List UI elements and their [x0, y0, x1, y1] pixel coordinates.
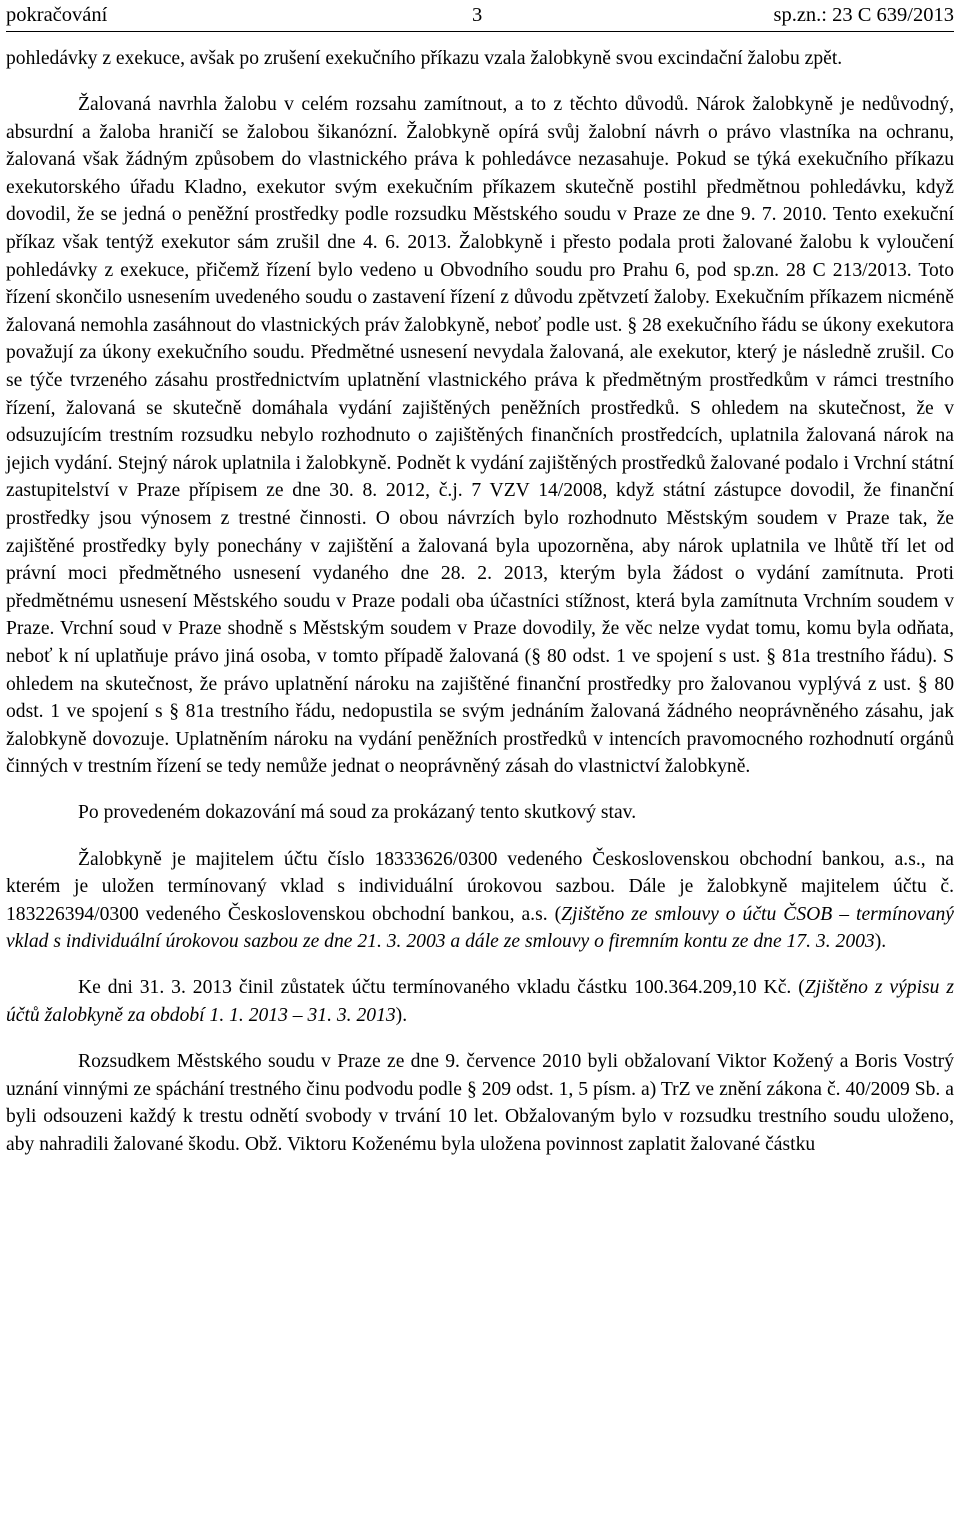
balance-text-end: ). [395, 1005, 408, 1026]
header-case-number: sp.zn.: 23 C 639/2013 [773, 4, 954, 26]
header-divider [6, 31, 954, 32]
spacer [6, 1030, 954, 1049]
balance-evidence-citation: Zjištěno z výpisu z účtů žalobkyně za období 1. 1. 2013 – 31. 3. 2013 [6, 977, 954, 1026]
spacer [6, 73, 954, 92]
spacer [6, 781, 954, 800]
header-page-number: 3 [472, 4, 483, 26]
page-header [6, 2, 954, 32]
paragraph-account-ownership [6, 846, 954, 956]
account-evidence-citation: Zjištěno ze smlouvy o účtu ČSOB – termínovaný vklad s individuální úrokovou sazbou ze dne 21. 3. 2003 a dále ze smlouvy o firemním kontu ze dne 17. 3. 2003 [6, 903, 954, 953]
balance-text: Ke dni 31. 3. 2013 činil zůstatek účtu termínovaného vkladu částku 100.364.209,10 Kč. ( [78, 977, 805, 999]
account-text-end: ). [874, 931, 887, 953]
document-page [6, 0, 954, 1158]
paragraph-account-balance [6, 974, 954, 1029]
spacer [6, 827, 954, 846]
account-text: Žalobkyně je majitelem účtu číslo 18333626/0300 vedeného Československou obchodní bankou, a.s., na kterém je uložen termínovaný vklad s individuální úrokovou sazbou. Dále je žalobkyně majitelem účtu č. 183226394/0300 vedeného Československou obchodní bankou, a.s. ( [6, 848, 954, 925]
spacer [6, 956, 954, 975]
paragraph-continuation: pohledávky z exekuce, avšak po zrušení exekučního příkazu vzala žalobkyně svou excindační žalobu zpět. [6, 48, 843, 69]
paragraph-defendant-argument: Žalovaná navrhla žalobu v celém rozsahu zamítnout, a to z těchto důvodů. Nárok žalobkyně je nedůvodný, absurdní a žaloba hraničí se žalobou šikanózní. Žalobkyně opírá svůj žalobní návrh o právo vlastníka na ochranu, žalovaná však žádným způsobem do vlastnického práva k pohledávce nezasahuje. Pokud se týká exekučního příkazu exekutorského úřadu Kladno, exekutor svým exekučním příkazem skutečně postihl předmětnou pohledávku, když dovodil, že se jedná o peněžní prostředky podle rozsudku Městského soudu v Praze ze dne 9. 7. 2010. Tento exekuční příkaz však tentýž exekutor sám zrušil dne 4. 6. 2013. Žalobkyně i přesto podala proti žalované žalobu k vyloučení pohledávky z exekuce, přičemž řízení bylo vedeno u Obvodního soudu pro Prahu 6, pod sp.zn. 28 C 213/2013. Toto řízení skončilo usnesením uvedeného soudu o zastavení řízení z důvodu zpětvzetí žaloby. Exekučním příkazem nicméně žalovaná nemohla zasáhnout do vlastnických práv žalobkyně, neboť podle ust. § 28 exekučního řádu se úkony exekutora považují za úkony exekučního soudu. Předmětné usnesení nevydala žalovaná, ale exekutor, který je následně zrušil. Co se týče tvrzeného zásahu prostřednictvím uplatnění vlastnického práva k předmětným prostředkům v rámci trestního řízení, žalovaná se skutečně domáhala vydání zajištěných peněžních prostředků. S ohledem na skutečnost, že v odsuzujícím trestním rozsudku nebylo rozhodnuto o zajištěných finančních prostředcích, uplatnila žalovaná nárok na jejich vydání. Stejný nárok uplatnila i žalobkyně. Podnět k vydání zajištěných prostředků žalované podalo i Vrchní státní zastupitelství v Praze přípisem ze dne 30. 8. 2012, č.j. 7 VZV 14/2008, když státní zástupce dovodil, že finanční prostředky jsou výnosem z trestné činnosti. O obou návrzích bylo rozhodnuto Městským soudem v Praze tak, že zajištěné prostředky byly ponechány v zajištění a žalovaná byla upozorněna, aby nárok uplatnila ve lhůtě tří let od právní moci předmětného usnesení vydaného dne 28. 2. 2013, kterým byla žádost o vydání zamítnuta. Proti předmětnému usnesení Městského soudu v Praze podali oba účastníci stížnost, která byla zamítnuta Vrchním soudem v Praze. Vrchní soud v Praze shodně s Městským soudem v Praze dovodily, že věc nelze vydat tomu, komu byla odňata, neboť k ní uplatňuje právo jiná osoba, v tomto případě žalovaná (§ 80 odst. 1 ve spojení s ust. § 81a trestního řádu). S ohledem na skutečnost, že právo uplatnění nároku na zajištěné finanční prostředky pro žalovanou vyplývá z ust. § 80 odst. 1 ve spojení s § 81a trestního řádu, nedopustila se svým jednáním žalovaná žádného neoprávněného zásahu, jak žalobkyně dovozuje. Uplatněním nároku na vydání peněžních prostředků v intencích pravomocného rozhodnutí orgánů činných v trestním řízení se tedy nemůže jednat o neoprávněný zásah do vlastnictví žalobkyně. [6, 94, 954, 778]
paragraph-criminal-judgment: Rozsudkem Městského soudu v Praze ze dne 9. července 2010 byli obžalovaní Viktor Kožený a Boris Vostrý uznání vinnými ze spáchání trestného činu podvodu podle § 209 odst. 1, 5 písm. a) TrZ ve znění zákona č. 40/2009 Sb. a byli odsouzeni každý k trestu odnětí svobody v trvání 10 let. Obžalovaným bylo v rozsudku trestního soudu uloženo, aby nahradili žalované škodu. Obž. Viktoru Koženému byla uložena povinnost zaplatit žalované částku [6, 1051, 954, 1155]
paragraph-findings-intro: Po provedeném dokazování má soud za prokázaný tento skutkový stav. [78, 802, 637, 824]
header-continuation-label: pokračování [6, 4, 108, 26]
